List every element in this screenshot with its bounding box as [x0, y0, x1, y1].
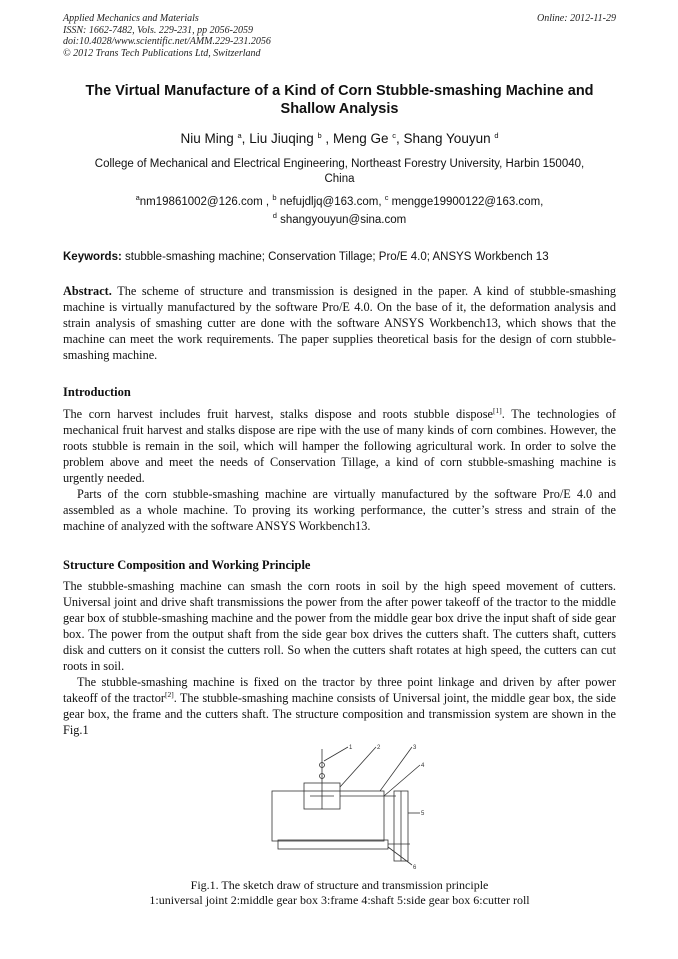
paragraph: [63, 674, 616, 738]
figure-caption: [63, 878, 616, 908]
abstract: [63, 283, 616, 363]
paragraph-text: . The technologies of mechanical fruit harvest and stalks dispose are ripe with the use of many kinds of corn combines. However, the roots stubble is remain in the soil, which will hamper the following agricultural work. In order to solve the problem above and meet the needs of Conservation Tillage, a kind of corn stubble-smashing machine is urgently needed.: [63, 407, 616, 485]
paragraph-text: The stubble-smashing machine is fixed on the tractor by three point linkage and driven by after power takeoff of the tractor: [63, 675, 616, 705]
callout-label: 4: [421, 763, 425, 769]
frame-outline: [272, 791, 384, 841]
author-list: Niu Ming $^a$, Liu Jiuqing $^b$ , Meng Ge $^c$, Shang Youyun $^d$: [180, 131, 499, 146]
email-list: $^a$nm19861002@126.com , $^b$ nefujdljq@163.com, $^c$ mengge19900122@163.com, $^d$ shangyouyun@sina.com: [135, 193, 544, 226]
section-heading-introduction: Introduction: [63, 385, 131, 399]
callout-leader: [340, 747, 376, 787]
paragraph: [63, 406, 616, 486]
author-sup: d: [494, 131, 499, 140]
paragraph-text: The corn harvest includes fruit harvest, stalks dispose and roots stubble dispose: [63, 407, 493, 421]
email-sup: b: [272, 193, 277, 202]
callout-label: 3: [413, 745, 417, 751]
email-address[interactable]: nefujdljq@163.com: [279, 196, 379, 208]
callout-label: 6: [413, 865, 417, 871]
affiliation-line: College of Mechanical and Electrical Engineering, Northeast Forestry University, Harbin 150040,: [94, 158, 585, 170]
affiliation: [63, 157, 616, 187]
keywords: [63, 250, 616, 265]
paragraph: Parts of the corn stubble-smashing machine are virtually manufactured by the software Pro/E 4.0 and assembled as a whole machine. To proving its working performance, the cutter’s stress and strain of the machine of analyzed with the software ANSYS Workbench13.: [63, 487, 616, 533]
email-sup: c: [384, 193, 389, 202]
section-heading-structure: Structure Composition and Working Principle: [63, 558, 311, 572]
structure-body: [63, 578, 616, 738]
figure-1-sketch: [260, 743, 435, 873]
email-address[interactable]: nm19861002@126.com: [139, 196, 263, 208]
introduction-body: [63, 406, 616, 534]
callout-label: 5: [421, 811, 425, 817]
email-sup: d: [272, 211, 277, 220]
caption-line: Fig.1. The sketch draw of structure and transmission principle: [190, 878, 489, 892]
author-name: Liu Jiuqing: [249, 131, 314, 146]
callout-label: 1: [349, 745, 353, 751]
author-name: Meng Ge: [332, 131, 389, 146]
abstract-label: Abstract.: [63, 284, 112, 298]
author-sup: c: [392, 131, 396, 140]
journal-name: Applied Mechanics and Materials: [63, 13, 199, 24]
copyright-line: © 2012 Trans Tech Publications Ltd, Switzerland: [63, 47, 261, 59]
keywords-label: Keywords:: [63, 251, 122, 263]
affiliation-country: China: [324, 173, 355, 185]
email-sup: a: [135, 193, 140, 202]
paper-title: The Virtual Manufacture of a Kind of Corn Stubble-smashing Machine and Shallow Analysis: [85, 83, 594, 117]
author-sup: b: [317, 131, 322, 140]
author-sup: a: [237, 131, 242, 140]
email-address[interactable]: shangyouyun@sina.com: [280, 214, 407, 226]
abstract-text: The scheme of structure and transmission is designed in the paper. A kind of stubble-smashing machine is virtually manufactured by the software Pro/E 4.0. On the base of it, the deformation analysis and strain analysis of smashing cutter are done with the software ANSYS Workbench13, which shows that the machine can meet the work requirements. The paper supplies theoretical basis for the design of corn stubble-smashing machine.: [63, 284, 617, 362]
author-name: Shang Youyun: [403, 131, 491, 146]
callout-leader: [380, 747, 412, 791]
journal-header: [63, 13, 616, 59]
citation[interactable]: [2]: [164, 690, 174, 699]
author-name: Niu Ming: [180, 131, 234, 146]
citation[interactable]: [1]: [492, 406, 502, 415]
caption-legend: 1:universal joint 2:middle gear box 3:frame 4:shaft 5:side gear box 6:cutter roll: [149, 893, 530, 907]
paragraph-text: . The stubble-smashing machine consists of Universal joint, the middle gear box, the side gear box, the frame and the cutters shaft. The structure composition and transmission system are shown in the Fig.1: [63, 691, 616, 737]
email-address[interactable]: mengge19900122@163.com: [391, 196, 541, 208]
issn-line: ISSN: 1662-7482, Vols. 229-231, pp 2056-2059: [63, 24, 253, 36]
online-date: Online: 2012-11-29: [537, 13, 616, 24]
doi-line[interactable]: doi:10.4028/www.scientific.net/AMM.229-231.2056: [63, 36, 271, 47]
callout-leader: [324, 747, 348, 761]
paragraph: The stubble-smashing machine can smash the corn roots in soil by the high speed movement of cutters. Universal joint and drive shaft transmissions the power from the after power takeoff of the tractor to the middle gear box of stubble-smashing machine and the power from the middle gear box drive the input shaft of side gear box. The power from the output shaft from the side gear box drives the cutters shaft. The cutters shaft, cutters disk and cutters on it consist the cutters roll. So when the cutters shaft rotates at high speed, the cutters can cut roots in soil.: [63, 579, 616, 673]
callout-label: 2: [377, 745, 381, 751]
keywords-text: stubble-smashing machine; Conservation Tillage; Pro/E 4.0; ANSYS Workbench 13: [125, 251, 549, 263]
